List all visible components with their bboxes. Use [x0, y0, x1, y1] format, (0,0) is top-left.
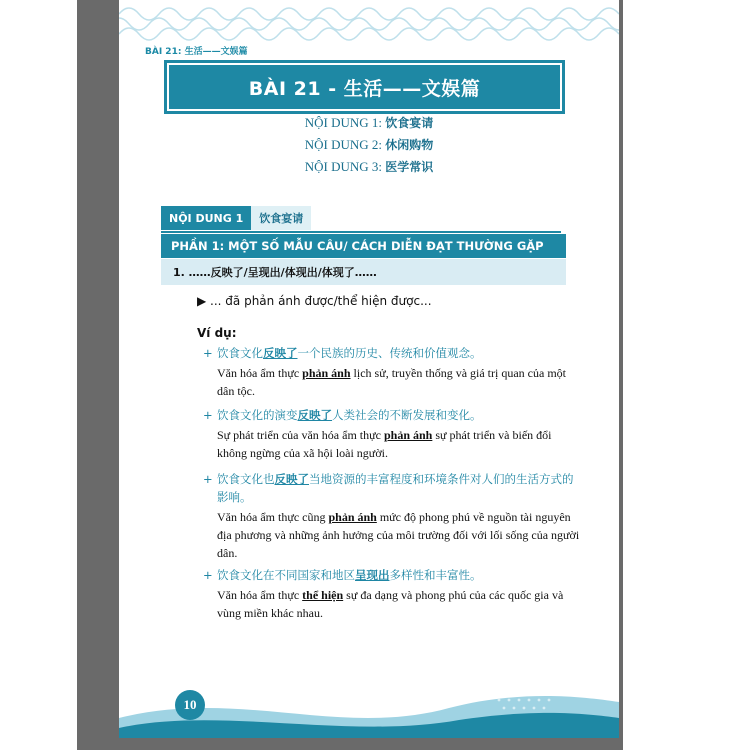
- section-divider: [161, 231, 561, 233]
- contents-item: NỘI DUNG 3: 医学常识: [304, 159, 434, 174]
- section-label: NỘI DUNG 1: [161, 206, 251, 230]
- running-header: BÀI 21: 生活——文娱篇: [145, 47, 248, 57]
- example-vietnamese: Sự phát triển của văn hóa ẩm thực phản ánh sự phát triển và biến đổi không ngừng của xã hội loài người.: [217, 428, 552, 460]
- contents-item: NỘI DUNG 1: 饮食宴请: [304, 115, 434, 130]
- example-chinese: + 饮食文化的演变反映了人类社会的不断发展和变化。: [203, 408, 482, 422]
- page-number-badge: 10: [175, 690, 205, 720]
- example-chinese: + 饮食文化也反映了当地资源的丰富程度和环境条件对人们的生活方式的影响。: [203, 472, 574, 504]
- plus-icon: +: [203, 408, 213, 422]
- top-wave-pattern: [119, 0, 619, 42]
- example-chinese: + 饮食文化在不同国家和地区呈现出多样性和丰富性。: [203, 568, 482, 582]
- example-vietnamese: Văn hóa ẩm thực cũng phản ánh mức độ phong phú về nguồn tài nguyên địa phương và những ảnh hưởng của môi trường đối với lối sống của người dân.: [217, 510, 580, 560]
- pattern-heading: 1. ……反映了/呈现出/体现出/体现了……: [161, 259, 566, 285]
- lesson-title: BÀI 21 - 生活——文娱篇: [164, 60, 565, 114]
- example-chinese: + 饮食文化反映了一个民族的历史、传统和价值观念。: [203, 346, 482, 360]
- pattern-meaning: ▶ ... đã phản ánh được/thể hiện được...: [197, 294, 432, 308]
- part-heading: PHẦN 1: MỘT SỐ MẪU CÂU/ CÁCH DIỄN ĐẠT THƯỜNG GẶP: [161, 234, 566, 258]
- contents-list: [119, 112, 619, 178]
- example-label: Ví dụ:: [197, 326, 237, 340]
- plus-icon: +: [203, 346, 213, 360]
- example-vietnamese: Văn hóa ẩm thực thể hiện sự đa dạng và phong phú của các quốc gia và vùng miền khác nhau.: [217, 588, 564, 620]
- contents-item: NỘI DUNG 2: 休闲购物: [304, 137, 434, 152]
- example-vietnamese: Văn hóa ẩm thực phản ánh lịch sử, truyền thống và giá trị quan của một dân tộc.: [217, 366, 566, 398]
- book-page: [119, 0, 619, 738]
- example-item: [203, 406, 583, 462]
- example-item: [203, 470, 583, 562]
- section-badge: [161, 206, 311, 230]
- section-topic: 饮食宴请: [251, 206, 311, 230]
- plus-icon: +: [203, 568, 213, 582]
- example-item: [203, 344, 583, 400]
- example-item: [203, 566, 583, 622]
- plus-icon: +: [203, 472, 213, 486]
